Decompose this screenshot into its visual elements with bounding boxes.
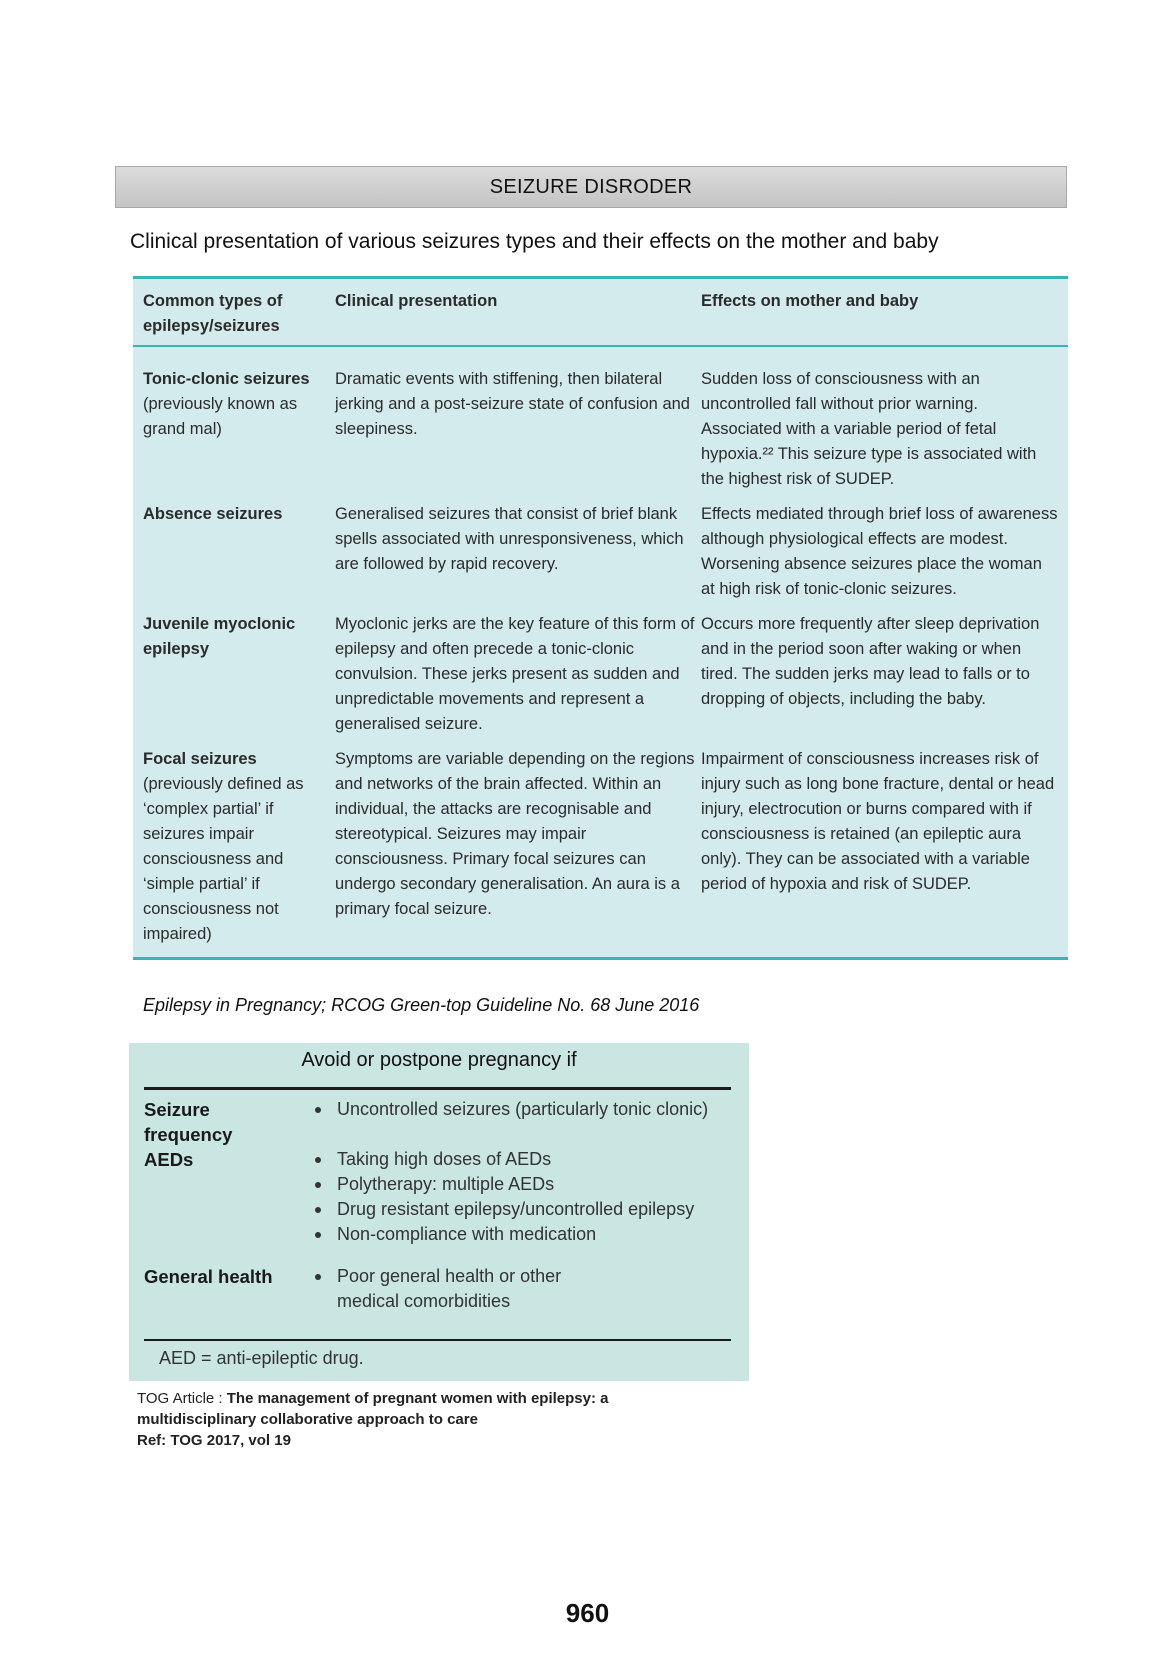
seizure-type-note: (previously defined as ‘complex partial’ if seizures impair consciousness and ‘simple partial’ if consciousness not impaired) [143,775,304,943]
table-row [133,502,1068,612]
aeds-list [312,1147,694,1247]
tog-prefix: TOG Article : [137,1390,227,1407]
table-row [133,357,1068,502]
seizure-type-name: Absence seizures [143,505,283,523]
avoid-box-title: Avoid or postpone pregnancy if [301,1049,577,1071]
seizure-frequency-list [312,1097,708,1122]
table-caption: Clinical presentation of various seizures types and their effects on the mother and baby [130,230,939,253]
section-header-bar [115,166,1067,208]
list-item: Non-compliance with medication [312,1222,694,1247]
list-item: Poor general health or other medical comorbidities [312,1264,602,1314]
column-header-presentation: Clinical presentation [335,292,498,310]
category-label-aeds: AEDs [144,1149,194,1170]
effects-cell: Impairment of consciousness increases risk of injury such as long bone fracture, dental or head injury, electrocution or burns compared with if consciousness is retained (an epileptic aura only). They can be associated with a variable period of hypoxia and risk of SUDEP. [701,750,1055,893]
source-citation: Epilepsy in Pregnancy; RCOG Green-top Guideline No. 68 June 2016 [143,995,700,1015]
tog-ref-citation: Ref: TOG 2017, vol 19 [137,1432,291,1449]
category-label-seizure-frequency: Seizure frequency [144,1099,233,1145]
effects-cell: Occurs more frequently after sleep deprivation and in the period soon after waking or when tired. The sudden jerks may lead to falls or to dropping of objects, including the baby. [701,615,1040,708]
seizure-type-cell [133,612,330,737]
seizure-type-name: Focal seizures [143,750,257,768]
table-row [133,612,1068,747]
presentation-cell: Generalised seizures that consist of brief blank spells associated with unresponsiveness, which are followed by rapid recovery. [335,505,684,573]
seizure-type-cell [133,367,330,492]
page-number: 960 [565,1598,610,1628]
table-header-row [133,279,1068,347]
column-header-type: Common types of epilepsy/seizures [143,292,283,335]
category-label-general-health: General health [144,1266,273,1287]
list-item: Polytherapy: multiple AEDs [312,1172,694,1197]
avoid-pregnancy-box [129,1043,749,1381]
seizure-type-note: (previously known as grand mal) [143,395,298,438]
seizure-type-name: Tonic-clonic seizures [143,370,310,388]
presentation-cell: Symptoms are variable depending on the regions and networks of the brain affected. Within an individual, the attacks are recognisable and stereotypical. Seizures may impair consciousness. Primary focal seizures can undergo secondary generalisation. An aura is a primary focal seizure. [335,750,695,918]
tog-article-title: The management of pregnant women with epilepsy: a multidisciplinary collaborative approach to care [137,1390,609,1428]
tog-reference [137,1388,697,1451]
divider [144,1087,731,1090]
table-row [133,747,1068,957]
effects-cell: Sudden loss of consciousness with an uncontrolled fall without prior warning. Associated with a variable period of fetal hypoxia.²² This seizure type is associated with the highest risk of SUDEP. [701,370,1037,488]
seizure-type-cell [133,747,330,947]
presentation-cell: Dramatic events with stiffening, then bilateral jerking and a post-seizure state of confusion and sleepiness. [335,370,690,438]
divider [144,1339,731,1341]
list-item: Drug resistant epilepsy/uncontrolled epilepsy [312,1197,694,1222]
abbreviation-footnote: AED = anti-epileptic drug. [159,1348,364,1368]
effects-cell: Effects mediated through brief loss of awareness although physiological effects are modest. Worsening absence seizures place the woman at high risk of tonic-clonic seizures. [701,505,1058,598]
seizure-types-table [133,276,1068,960]
section-title: SEIZURE DISRODER [489,175,693,198]
column-header-effects: Effects on mother and baby [701,292,919,310]
seizure-type-cell [133,502,330,602]
general-health-list [312,1264,602,1314]
presentation-cell: Myoclonic jerks are the key feature of this form of epilepsy and often precede a tonic-clonic convulsion. These jerks present as sudden and unpredictable movements and represent a generalised seizure. [335,615,695,733]
seizure-type-name: Juvenile myoclonic epilepsy [143,615,296,658]
list-item: Uncontrolled seizures (particularly tonic clonic) [312,1097,708,1122]
list-item: Taking high doses of AEDs [312,1147,694,1172]
